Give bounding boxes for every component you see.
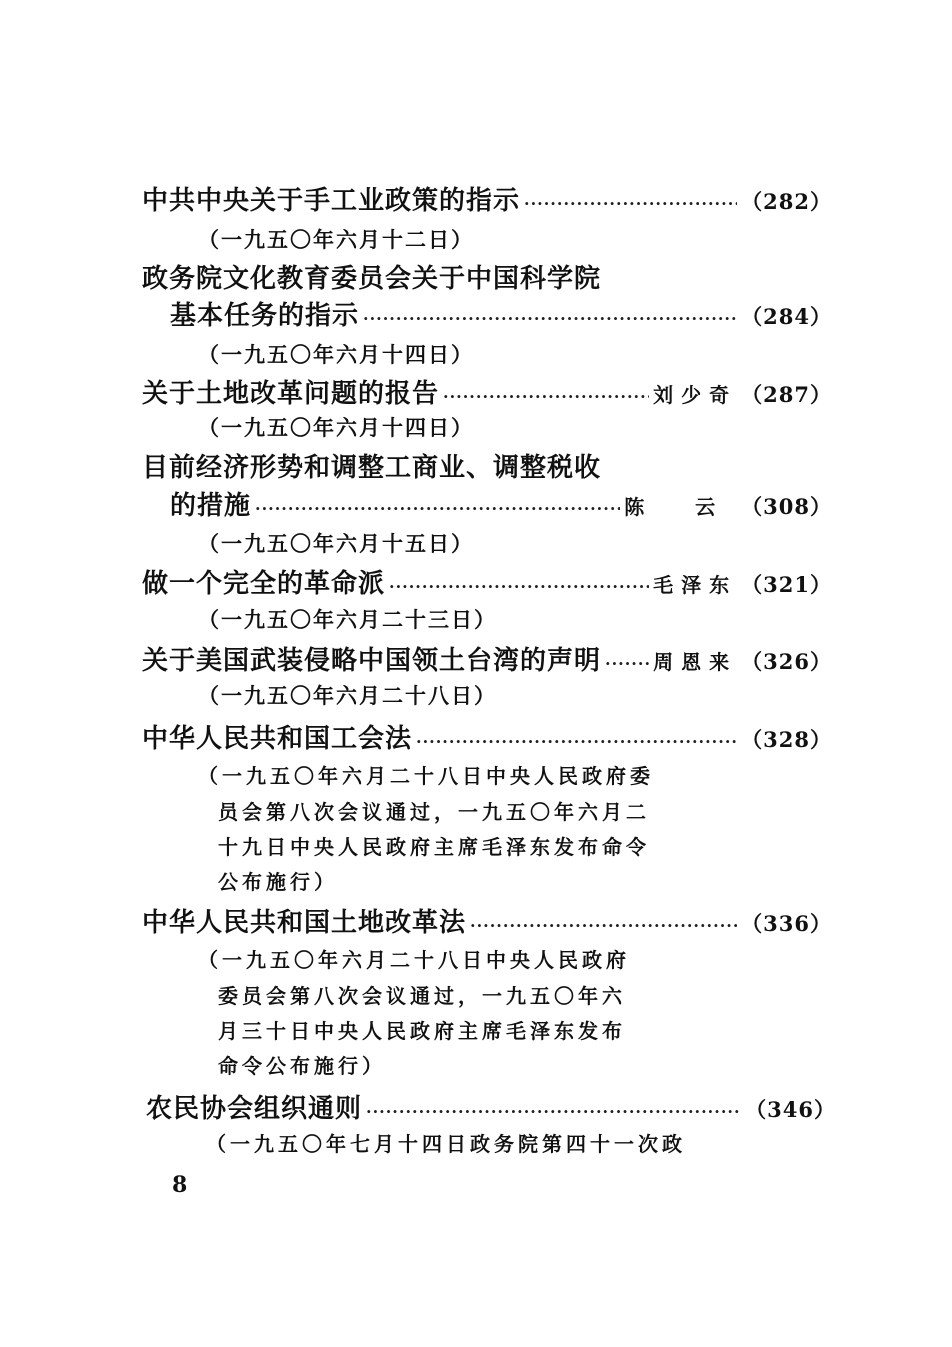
entry-title: 关于土地改革问题的报告 bbox=[142, 379, 440, 409]
entry-note-line: 委员会第八次会议通过，一九五〇年六 bbox=[218, 984, 626, 1008]
entry-page: （326） bbox=[741, 649, 832, 674]
entry-page: （282） bbox=[741, 189, 832, 214]
entry-note-line: 月三十日中央人民政府主席毛泽东发布 bbox=[218, 1019, 626, 1043]
entry-title: 农民协会组织通则 bbox=[146, 1094, 363, 1124]
entry-author: 毛泽东 bbox=[653, 573, 738, 597]
entry-title-cont: 的措施 bbox=[170, 491, 252, 521]
page-number: 8 bbox=[172, 1172, 188, 1198]
entry-note-line: （一九五〇年六月二十八日中央人民政府 bbox=[198, 948, 630, 972]
entry-note-line: 十九日中央人民政府主席毛泽东发布命令 bbox=[218, 835, 650, 859]
entry-title: 做一个完全的革命派 bbox=[142, 569, 386, 599]
entry-note-line: 公布施行） bbox=[218, 870, 338, 894]
leader-dots bbox=[255, 499, 620, 518]
entry-title: 中华人民共和国工会法 bbox=[142, 724, 413, 754]
toc-entry[interactable] bbox=[142, 640, 832, 677]
entry-date: （一九五〇年六月十二日） bbox=[198, 227, 474, 252]
entry-date: （一九五〇年六月十五日） bbox=[198, 531, 474, 556]
leader-dots bbox=[605, 654, 649, 673]
toc-entry[interactable] bbox=[142, 373, 832, 410]
entry-title: 中共中央关于手工业政策的指示 bbox=[142, 186, 521, 216]
leader-dots bbox=[443, 387, 649, 406]
entry-title: 目前经济形势和调整工商业、调整税收 bbox=[142, 453, 602, 483]
entry-page: （308） bbox=[741, 494, 832, 519]
entry-title: 关于美国武装侵略中国领土台湾的声明 bbox=[142, 646, 602, 676]
entry-title-cont: 基本任务的指示 bbox=[170, 301, 360, 331]
entry-date: （一九五〇年六月二十八日） bbox=[198, 683, 497, 708]
leader-dots bbox=[366, 1102, 741, 1121]
leader-dots bbox=[470, 916, 737, 935]
entry-author: 陈 云 bbox=[624, 495, 738, 519]
leader-dots bbox=[389, 577, 649, 596]
entry-title: 政务院文化教育委员会关于中国科学院 bbox=[142, 264, 602, 294]
entry-date: （一九五〇年六月十四日） bbox=[198, 415, 474, 440]
toc-entry[interactable] bbox=[142, 563, 832, 600]
toc-entry[interactable] bbox=[170, 295, 832, 332]
entry-page: （321） bbox=[741, 572, 832, 597]
toc-entry[interactable] bbox=[170, 485, 832, 522]
entry-page: （284） bbox=[741, 304, 832, 329]
entry-page: （346） bbox=[745, 1097, 836, 1122]
entry-note-line: （一九五〇年七月十四日政务院第四十一次政 bbox=[206, 1132, 686, 1156]
leader-dots bbox=[416, 732, 737, 751]
toc-entry-title-line[interactable] bbox=[142, 447, 832, 484]
entry-date: （一九五〇年六月十四日） bbox=[198, 342, 474, 367]
entry-author: 周恩来 bbox=[653, 650, 738, 674]
entry-title: 中华人民共和国土地改革法 bbox=[142, 908, 467, 938]
entry-date: （一九五〇年六月二十三日） bbox=[198, 607, 497, 632]
toc-entry[interactable] bbox=[142, 718, 832, 755]
toc-entry[interactable] bbox=[142, 902, 832, 939]
entry-page: （328） bbox=[741, 727, 832, 752]
toc-entry[interactable] bbox=[146, 1088, 836, 1125]
leader-dots bbox=[363, 309, 737, 328]
entry-note-line: 命令公布施行） bbox=[218, 1054, 386, 1078]
toc-entry-title-line[interactable] bbox=[142, 258, 832, 295]
entry-note-line: 员会第八次会议通过，一九五〇年六月二 bbox=[218, 800, 650, 824]
entry-note-line: （一九五〇年六月二十八日中央人民政府委 bbox=[198, 764, 654, 788]
entry-page: （287） bbox=[741, 382, 832, 407]
entry-page: （336） bbox=[741, 911, 832, 936]
leader-dots bbox=[524, 194, 737, 213]
toc-entry[interactable] bbox=[142, 180, 832, 217]
entry-author: 刘少奇 bbox=[653, 383, 738, 407]
